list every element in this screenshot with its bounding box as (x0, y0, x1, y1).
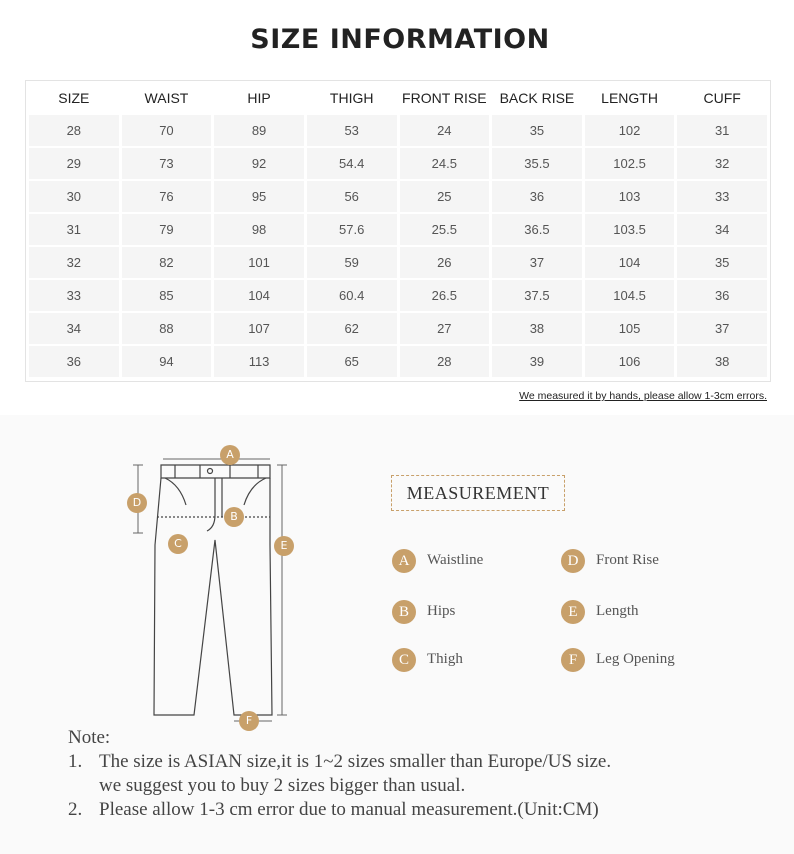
table-cell: 103 (585, 181, 675, 212)
table-cell: 102 (585, 115, 675, 146)
note-text-1b: we suggest you to buy 2 sizes bigger than usual. (99, 775, 466, 796)
note-number-2: 2. (68, 799, 83, 820)
table-row (29, 247, 767, 278)
table-cell: 28 (400, 346, 490, 377)
table-cell: 36 (492, 181, 582, 212)
table-cell: 70 (122, 115, 212, 146)
table-cell: 24 (400, 115, 490, 146)
table-cell: 36 (677, 280, 767, 311)
table-cell: 34 (29, 313, 119, 344)
header-waist: WAIST (144, 90, 189, 106)
header-thigh: THIGH (329, 90, 374, 106)
table-cell: 76 (122, 181, 212, 212)
legend-label-hips: Hips (427, 603, 456, 619)
marker-f: F (239, 711, 259, 731)
header-front-rise: FRONT RISE (402, 90, 487, 106)
marker-e: E (274, 536, 294, 556)
header-size: SIZE (58, 90, 90, 106)
table-cell: 105 (585, 313, 675, 344)
table-cell: 26 (400, 247, 490, 278)
table-row (29, 214, 767, 245)
table-row (29, 313, 767, 344)
table-cell: 94 (122, 346, 212, 377)
notes-block (68, 726, 788, 822)
table-cell: 33 (677, 181, 767, 212)
note-text-2: Please allow 1-3 cm error due to manual measurement.(Unit:CM) (99, 799, 599, 820)
table-cell: 106 (585, 346, 675, 377)
table-cell: 113 (214, 346, 304, 377)
legend-label-front-rise: Front Rise (596, 552, 659, 568)
table-cell: 92 (214, 148, 304, 179)
note-item-2 (68, 798, 788, 822)
header-back-rise: BACK RISE (499, 90, 575, 106)
table-cell: 82 (122, 247, 212, 278)
table-cell: 35.5 (492, 148, 582, 179)
table-cell: 54.4 (307, 148, 397, 179)
table-cell: 24.5 (400, 148, 490, 179)
table-cell: 62 (307, 313, 397, 344)
note-text-1a: The size is ASIAN size,it is 1~2 sizes smaller than Europe/US size. (99, 751, 612, 772)
table-row (29, 346, 767, 377)
table-cell: 26.5 (400, 280, 490, 311)
measure-error-note: We measured it by hands, please allow 1-3cm errors. (519, 390, 767, 402)
table-row (29, 115, 767, 146)
table-cell: 37.5 (492, 280, 582, 311)
table-cell: 27 (400, 313, 490, 344)
table-cell: 36.5 (492, 214, 582, 245)
header-cuff: CUFF (703, 90, 741, 106)
table-cell: 73 (122, 148, 212, 179)
size-table (25, 80, 771, 382)
table-cell: 30 (29, 181, 119, 212)
table-cell: 31 (677, 115, 767, 146)
table-cell: 33 (29, 280, 119, 311)
legend-label-thigh: Thigh (427, 651, 463, 667)
legend-letter-b: B (392, 600, 416, 624)
marker-d: D (127, 493, 147, 513)
table-cell: 59 (307, 247, 397, 278)
legend-letter-c: C (392, 648, 416, 672)
table-cell: 36 (29, 346, 119, 377)
table-cell: 34 (677, 214, 767, 245)
legend-letter-d: D (561, 549, 585, 573)
table-cell: 32 (677, 148, 767, 179)
note-item-1 (68, 750, 788, 774)
table-cell: 104 (214, 280, 304, 311)
table-cell: 104 (585, 247, 675, 278)
table-cell: 56 (307, 181, 397, 212)
table-cell: 79 (122, 214, 212, 245)
header-hip: HIP (247, 90, 271, 106)
measurement-title: MEASUREMENT (391, 475, 565, 511)
legend-letter-e: E (561, 600, 585, 624)
pants-diagram (120, 445, 310, 735)
marker-c: C (168, 534, 188, 554)
page-title: SIZE INFORMATION (250, 24, 550, 55)
table-body (29, 115, 767, 377)
table-cell: 57.6 (307, 214, 397, 245)
pants-outline (120, 445, 310, 735)
table-cell: 38 (492, 313, 582, 344)
table-cell: 107 (214, 313, 304, 344)
table-row (29, 148, 767, 179)
size-table-grid (26, 81, 770, 379)
note-number-1: 1. (68, 751, 83, 772)
table-cell: 38 (677, 346, 767, 377)
header-length: LENGTH (601, 90, 658, 106)
notes-heading: Note: (68, 727, 111, 748)
table-row (29, 181, 767, 212)
legend-letter-f: F (561, 648, 585, 672)
marker-b: B (224, 507, 244, 527)
table-cell: 25 (400, 181, 490, 212)
legend-label-waistline: Waistline (427, 552, 484, 568)
legend-letter-a: A (392, 549, 416, 573)
table-cell: 95 (214, 181, 304, 212)
table-cell: 98 (214, 214, 304, 245)
table-row (29, 280, 767, 311)
table-cell: 85 (122, 280, 212, 311)
legend-label-leg-opening: Leg Opening (596, 651, 675, 667)
table-cell: 31 (29, 214, 119, 245)
table-cell: 25.5 (400, 214, 490, 245)
table-cell: 29 (29, 148, 119, 179)
marker-a: A (220, 445, 240, 465)
table-header-row (29, 83, 767, 113)
table-cell: 28 (29, 115, 119, 146)
table-cell: 32 (29, 247, 119, 278)
table-cell: 35 (677, 247, 767, 278)
table-cell: 88 (122, 313, 212, 344)
table-cell: 37 (492, 247, 582, 278)
table-cell: 39 (492, 346, 582, 377)
table-cell: 102.5 (585, 148, 675, 179)
table-cell: 60.4 (307, 280, 397, 311)
table-cell: 53 (307, 115, 397, 146)
legend-label-length: Length (596, 603, 639, 619)
table-cell: 65 (307, 346, 397, 377)
table-cell: 89 (214, 115, 304, 146)
table-cell: 37 (677, 313, 767, 344)
table-cell: 104.5 (585, 280, 675, 311)
table-cell: 103.5 (585, 214, 675, 245)
table-cell: 35 (492, 115, 582, 146)
table-cell: 101 (214, 247, 304, 278)
